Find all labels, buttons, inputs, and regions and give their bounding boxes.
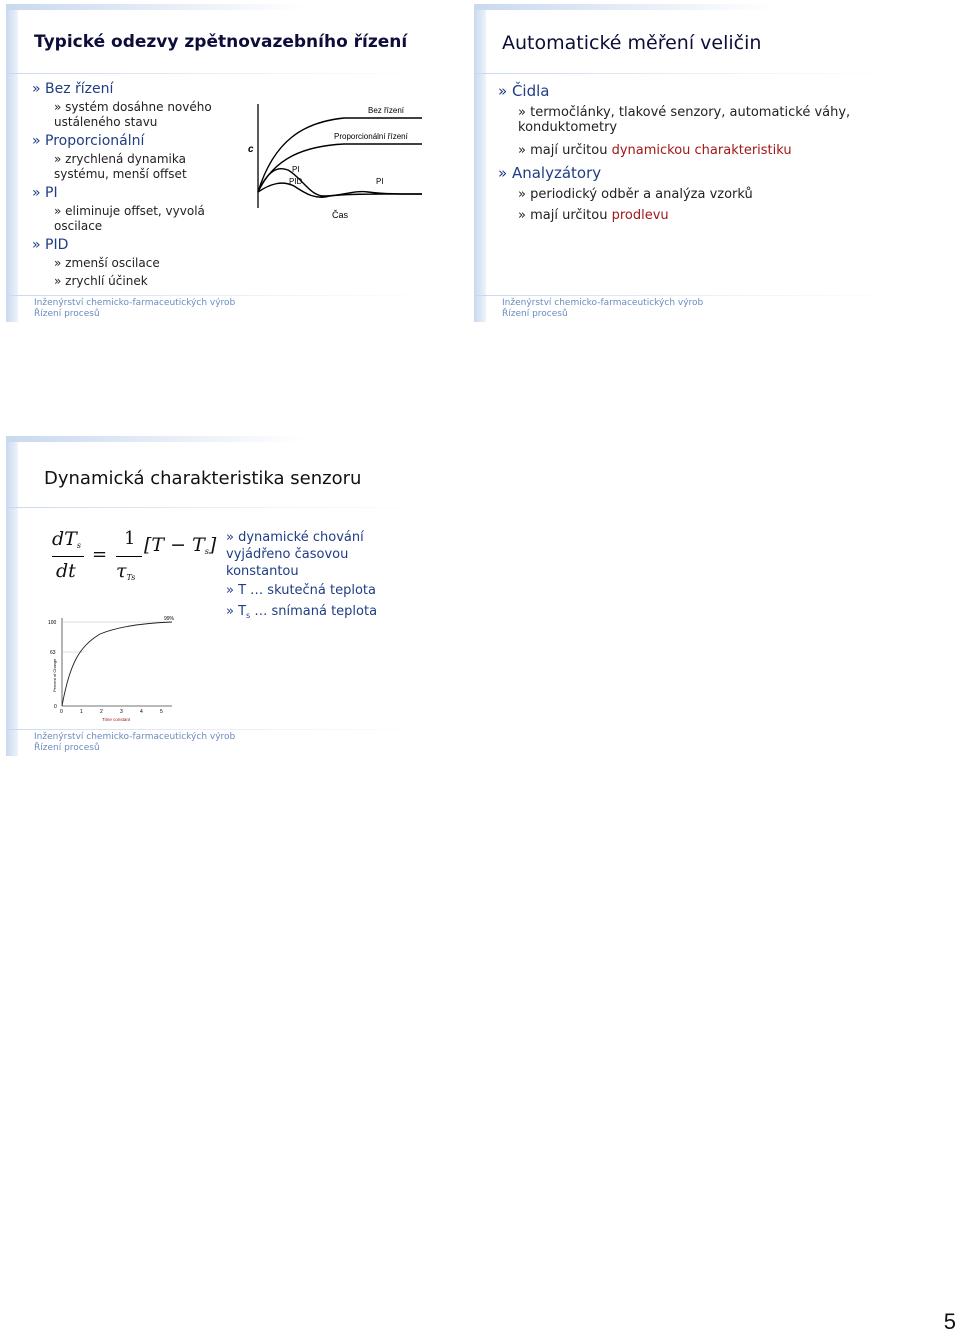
curve-label-pi-right: PI [376, 177, 384, 186]
curve-label-pid: PID [289, 177, 303, 186]
sensor-equation [50, 526, 220, 586]
footer-course: Inženýrství chemicko-farmaceutických výrob [34, 732, 236, 742]
bullet-proporcionalni: » Proporcionální [32, 133, 145, 149]
curve-pi [258, 169, 422, 196]
y-tick-0: 0 [54, 704, 57, 710]
response-curve [62, 622, 172, 706]
x-tick: 4 [140, 709, 143, 715]
slide-title: Automatické měření veličin [502, 32, 762, 54]
slide-side-band [6, 4, 18, 322]
page-number: 5 [943, 1309, 956, 1334]
bullet-pi: » PI [32, 185, 58, 201]
x-ticks [60, 709, 163, 715]
highlight-text: prodlevu [611, 208, 669, 223]
x-tick: 0 [60, 709, 63, 715]
x-tick: 2 [100, 709, 103, 715]
sub-bullet: » termočlánky, tlakové senzory, automatické váhy, konduktometry [518, 105, 851, 135]
slide-side-band [474, 4, 486, 322]
bullet-sensed-temperature: » $T_s$ … snímaná teplota [226, 604, 378, 620]
title-rule [6, 507, 436, 508]
sub-bullet: » zrychlená dynamika systému, menší offset [54, 152, 187, 181]
eq-bracket: [T − Ts] [144, 534, 217, 556]
curve-bez-rizeni [258, 118, 422, 192]
chart-x-label: Čas [332, 210, 349, 220]
slide-title: Typické odezvy zpětnovazebního řízení [34, 32, 408, 52]
title-rule [474, 73, 904, 74]
annotation-99: 99% [164, 616, 175, 622]
slide-side-band [6, 436, 18, 756]
bullet-pid: » PID [32, 237, 69, 253]
chart-y-label: c [248, 144, 254, 155]
bullet-dynamic-behaviour: » dynamické chování vyjádřeno časovou konstantou [226, 530, 364, 579]
x-tick: 5 [160, 709, 163, 715]
eq-rhs-numerator: 1 [124, 528, 136, 549]
footer-rule [6, 295, 436, 296]
footer-rule [6, 729, 436, 730]
bullet-cidla: » Čidla [498, 82, 550, 100]
curve-proporcionalni [258, 144, 422, 192]
eq-lhs-fraction-bar [52, 556, 84, 557]
slide-pid-responses [6, 4, 436, 322]
eq-rhs-denominator: τTs [116, 560, 136, 582]
footer-course: Inženýrství chemicko-farmaceutických výrob [502, 298, 704, 308]
graph-x-label: Time constant [102, 717, 131, 722]
eq-equals: = [92, 544, 108, 565]
slide-top-band [474, 4, 904, 10]
curve-pid [258, 183, 422, 197]
sub-bullet: » mají určitou prodlevu [518, 208, 669, 223]
eq-rhs-fraction-bar [116, 556, 142, 557]
slide-top-band [6, 436, 436, 442]
footer-subject: Řízení procesů [34, 743, 100, 753]
curve-label-proporcionalni: Proporcionální řízení [334, 132, 408, 141]
sub-bullet: » periodický odběr a analýza vzorků [518, 187, 753, 202]
bullet-true-temperature: » T … skutečná teplota [226, 583, 376, 598]
bullet-analyzatory: » Analyzátory [498, 164, 602, 182]
slide-sensor-dynamics [6, 436, 436, 756]
footer-subject: Řízení procesů [34, 309, 100, 319]
y-tick-63: 63 [50, 650, 56, 656]
footer-course: Inženýrství chemicko-farmaceutických výrob [34, 298, 236, 308]
controller-response-chart [244, 100, 424, 222]
time-constant-graph [44, 612, 180, 724]
highlight-text: dynamickou charakteristiku [611, 143, 792, 158]
x-tick: 3 [120, 709, 123, 715]
eq-lhs-denominator: dt [56, 560, 76, 582]
sub-bullet: » zmenší oscilace [54, 256, 160, 270]
eq-lhs-numerator: dTs [52, 528, 81, 550]
sub-bullet: » mají určitou dynamickou charakteristiku [518, 143, 792, 158]
x-tick: 1 [80, 709, 83, 715]
sub-bullet: » zrychlí účinek [54, 274, 148, 288]
curve-label-bez-rizeni: Bez řízení [368, 106, 405, 115]
bullet-bez-rizeni: » Bez řízení [32, 81, 114, 97]
title-rule [6, 73, 436, 74]
sub-bullet: » eliminuje offset, vyvolá oscilace [54, 204, 205, 233]
footer-subject: Řízení procesů [502, 309, 568, 319]
graph-y-label: Percent of Change [52, 658, 57, 692]
slide-automatic-measurement [474, 4, 904, 322]
footer-rule [474, 295, 904, 296]
curve-label-pi: PI [292, 165, 300, 174]
slide-title: Dynamická charakteristika senzoru [44, 468, 362, 489]
slide-top-band [6, 4, 436, 10]
sub-bullet: » systém dosáhne nového ustáleného stavu [54, 100, 212, 129]
y-tick-100: 100 [48, 620, 57, 626]
